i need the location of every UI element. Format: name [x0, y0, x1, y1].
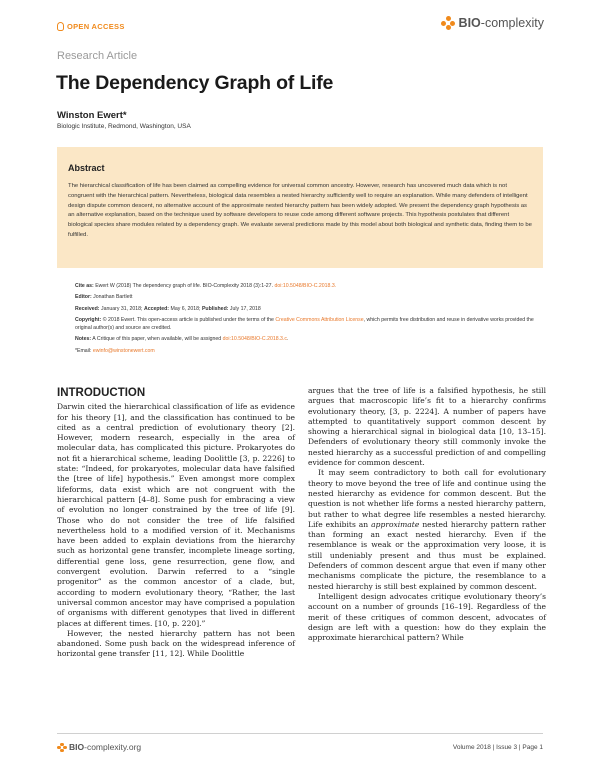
- footer-logo[interactable]: [57, 742, 141, 752]
- bio-complexity-logo-icon: [441, 16, 455, 30]
- body-paragraph: [308, 468, 546, 592]
- author-name: Winston Ewert*: [57, 110, 127, 121]
- body-paragraph: Darwin cited the hierarchical classification of life as evidence for his theory [1], and the classification has continued to be cited as a central prediction of evolutionary theory [2]. However, modern research, especially in the area of molecular data, has complicated this picture. Prokaryotes do not fit a hierarchical scheme, leading Doolittle [3, p. 2226] to state: “Indeed, for prokaryotes, molecular data have falsified the [tree of life] hypothesis.” Even amongst more complex lifeforms, data exist which are not congruent with the hierarchical pattern [4–8]. Some push for embracing a view of evolution no longer constrained by the tree of life [9]. Those who do not consider the tree of life falsified nevertheless hold to a modified version of it. Mechanisms have been added to explain deviations from the hierarchy such as horizontal gene transfer, incomplete lineage sorting, differential gene loss, gene resurrection, gene flow, and convergent evolution. Darwin referred to a “single progenitor” as the common ancestor of a clade, but, according to modern evolutionary theory, “Rather, the last universal common ancestor may have comprised a population of organisms with different genotypes that lived in different places at different times. [10, p. 220].”: [57, 402, 295, 628]
- copyright-row: [75, 317, 535, 332]
- body-column-right: [308, 386, 546, 643]
- email-row: [75, 348, 535, 356]
- body-paragraph: Intelligent design advocates critique evolutionary theory’s account on a number of grounds [16–19]. Regardless of the merit of these critiques of common descent, advocates of design are left with a question: how do they explain the approximate hierarchical pattern? While: [308, 591, 546, 643]
- body-column-left: [57, 388, 295, 660]
- email-link[interactable]: ewinfo@winstonewert.com: [92, 347, 155, 354]
- open-access-label: OPEN ACCESS: [67, 22, 125, 31]
- cite-doi-link[interactable]: doi:10.5048/BIO-C.2018.3.: [274, 283, 337, 289]
- cite-text: Ewert W (2018) The dependency graph of life. BIO-Complexity 2018 (3):1-27.: [95, 283, 274, 289]
- abstract-text: The hierarchical classification of life has been claimed as compelling evidence for universal common ancestry. However, research has uncovered much data which is not congruent with the hierarchical pattern. Nevertheless, biological data resembles a nested hierarchy sufficiently well to require an explanation. While many defenders of intelligent design dispute common descent, no alternative account of the approximate nested hierarchy pattern has been widely adopted. We present the dependency graph hypothesis as an alternative explanation, based on the technique used by software developers to reuse code among different software projects. This hypothesis postulates that different biological species share modules related by a dependency graph. We evaluate several predictions made by this model about both biological and synthetic data, finding them to be fulfilled.: [68, 183, 532, 238]
- abstract-heading: Abstract: [68, 163, 105, 173]
- published-label: Published:: [201, 305, 229, 312]
- received-label: Received:: [75, 305, 100, 312]
- cite-label: Cite as:: [75, 283, 94, 289]
- copyright-text-end: , which permits free distribution and reuse in derivative works provided the original author(s) and source are credited.: [75, 317, 534, 331]
- footer-logo-bold: BIO: [69, 742, 85, 752]
- notes-doi-link[interactable]: doi:10.5048/BIO-C.2018.3.c: [222, 336, 287, 343]
- accepted-date: May 6, 2018;: [170, 305, 201, 312]
- section-heading-introduction: INTRODUCTION: [57, 387, 146, 399]
- author-affiliation: Biologic Institute, Redmond, Washington, USA: [57, 123, 191, 130]
- received-date: January 31, 2018;: [100, 305, 143, 312]
- copyright-label: Copyright:: [75, 317, 102, 324]
- copyright-text: © 2018 Ewert. This open-access article is published under the terms of the: [102, 317, 274, 324]
- article-metadata: [75, 283, 535, 359]
- footer-logo-rest: -complexity.org: [84, 742, 142, 752]
- cite-as-row: [75, 283, 535, 291]
- license-link[interactable]: Creative Commons Attribution License: [275, 317, 364, 324]
- journal-logo[interactable]: [441, 16, 544, 30]
- bio-complexity-logo-icon: [57, 743, 66, 752]
- published-date: July 17, 2018: [229, 305, 261, 312]
- notes-label: Notes:: [75, 336, 92, 343]
- dates-row: [75, 306, 535, 314]
- notes-text-end: .: [286, 336, 289, 343]
- abstract-box: [57, 147, 543, 268]
- paper-title: The Dependency Graph of Life: [56, 72, 334, 94]
- article-type: Research Article: [57, 50, 138, 62]
- accepted-label: Accepted:: [143, 305, 170, 312]
- editor-label: Editor:: [75, 294, 92, 301]
- body-paragraph: argues that the tree of life is a falsified hypothesis, he still argues that macroscopic life’s fit to a hierarchy confirms evolutionary theory, [3, p. 2224]. A number of papers have attempted to quantitatively support common descent by showing a hierarchical signal in biological data [10, 13–15]. Defenders of evolutionary theory still commonly invoke the nested hierarchy as a successful prediction of and compelling evidence for common descent.: [308, 386, 546, 468]
- footer-divider: [57, 733, 543, 734]
- editor-name: Jonathan Bartlett: [93, 294, 133, 301]
- emphasis-text: approximate: [371, 519, 420, 529]
- open-access-badge: [57, 22, 125, 31]
- open-lock-icon: [57, 22, 64, 31]
- page-info: Volume 2018 | Issue 3 | Page 1: [452, 744, 543, 751]
- notes-text: A Critique of this paper, when available, will be assigned: [92, 336, 222, 343]
- editor-row: [75, 294, 535, 302]
- logo-bold-text: BIO: [458, 16, 481, 30]
- paragraph-text: It may seem contradictory to both call for evolutionary theory to move beyond the tree of life and continue using the nested hierarchy as evidence for common descent. But the question is not whether life forms a nested hierarchy pattern, but rather to what degree life resembles a nested hierarchy. Life exhibits an: [308, 468, 546, 529]
- body-paragraph: However, the nested hierarchy pattern has not been abandoned. Some push back on the widespread inference of horizontal gene transfer [11, 12]. While Doolittle: [57, 628, 295, 659]
- email-label: *Email:: [75, 347, 92, 354]
- logo-rest-text: -complexity: [480, 16, 544, 30]
- notes-row: [75, 336, 535, 344]
- paragraph-text: nested hierarchy pattern rather than forming an exact nested hierarchy. Even if the resemblance is weak or the approximation very loose, it is still undeniably present and thus must be explained. Defenders of common descent argue that even if many other mechanisms complicate the picture, the resemblance to a nested hierarchy is still best explained by common descent.: [308, 519, 547, 591]
